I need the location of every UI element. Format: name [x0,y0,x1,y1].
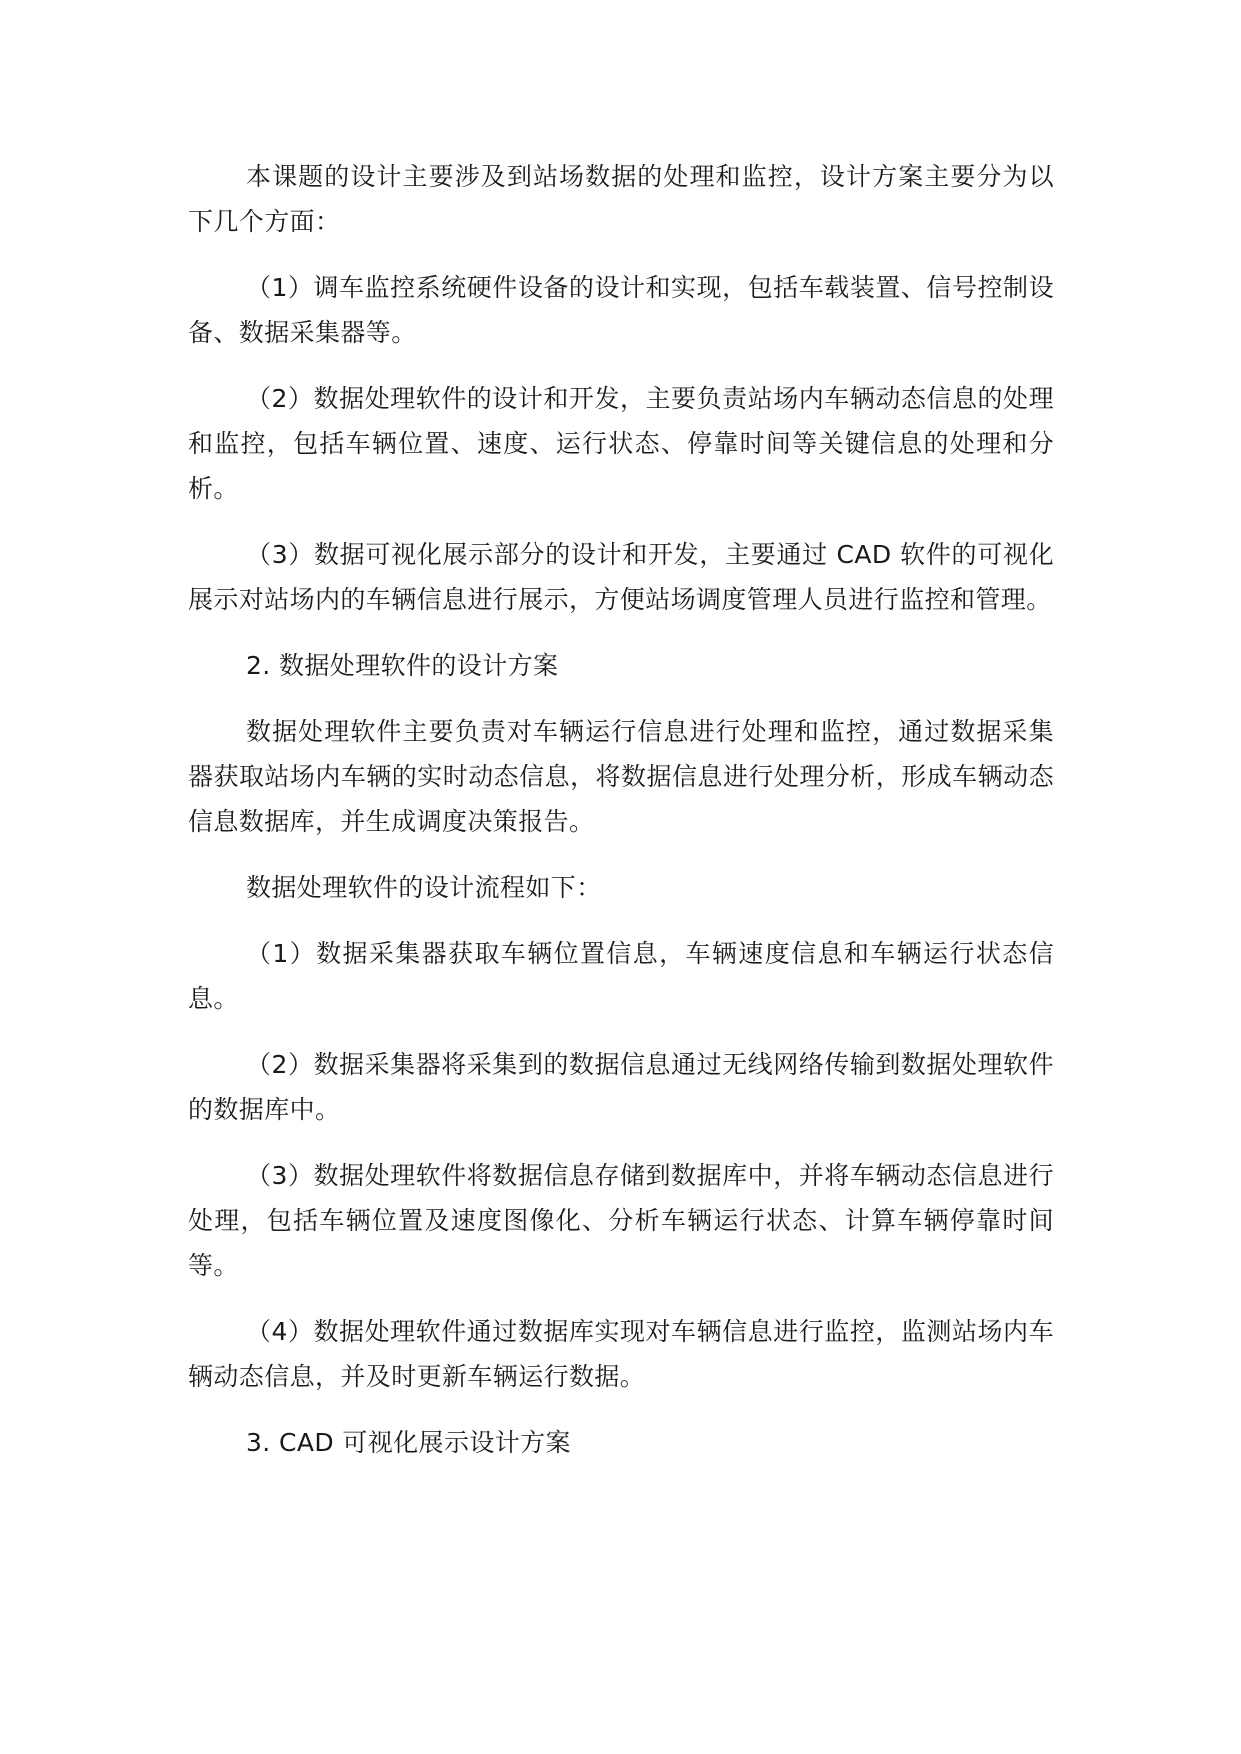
paragraph-item-2: （2）数据处理软件的设计和开发，主要负责站场内车辆动态信息的处理和监控，包括车辆位置、速度、运行状态、停靠时间等关键信息的处理和分析。 [188,384,1054,503]
paragraph-software-overview: 数据处理软件主要负责对车辆运行信息进行处理和监控，通过数据采集器获取站场内车辆的实时动态信息，将数据信息进行处理分析，形成车辆动态信息数据库，并生成调度决策报告。 [188,717,1054,836]
paragraph-item-1: （1）调车监控系统硬件设备的设计和实现，包括车载装置、信号控制设备、数据采集器等。 [188,273,1054,347]
section-heading-2: 2. 数据处理软件的设计方案 [246,651,559,680]
paragraph-flow-3: （3）数据处理软件将数据信息存储到数据库中，并将车辆动态信息进行处理，包括车辆位置及速度图像化、分析车辆运行状态、计算车辆停靠时间等。 [188,1161,1054,1280]
paragraph-flow-intro: 数据处理软件的设计流程如下： [246,873,602,902]
document-page [188,154,1054,1486]
paragraph-intro: 本课题的设计主要涉及到站场数据的处理和监控，设计方案主要分为以下几个方面： [188,162,1054,236]
paragraph-flow-2: （2）数据采集器将采集到的数据信息通过无线网络传输到数据处理软件的数据库中。 [188,1050,1054,1124]
section-heading-3: 3. CAD 可视化展示设计方案 [246,1428,571,1457]
paragraph-flow-4: （4）数据处理软件通过数据库实现对车辆信息进行监控，监测站场内车辆动态信息，并及时更新车辆运行数据。 [188,1317,1054,1391]
paragraph-item-3: （3）数据可视化展示部分的设计和开发，主要通过 CAD 软件的可视化展示对站场内的车辆信息进行展示，方便站场调度管理人员进行监控和管理。 [188,540,1054,614]
paragraph-flow-1: （1）数据采集器获取车辆位置信息，车辆速度信息和车辆运行状态信息。 [188,939,1054,1013]
